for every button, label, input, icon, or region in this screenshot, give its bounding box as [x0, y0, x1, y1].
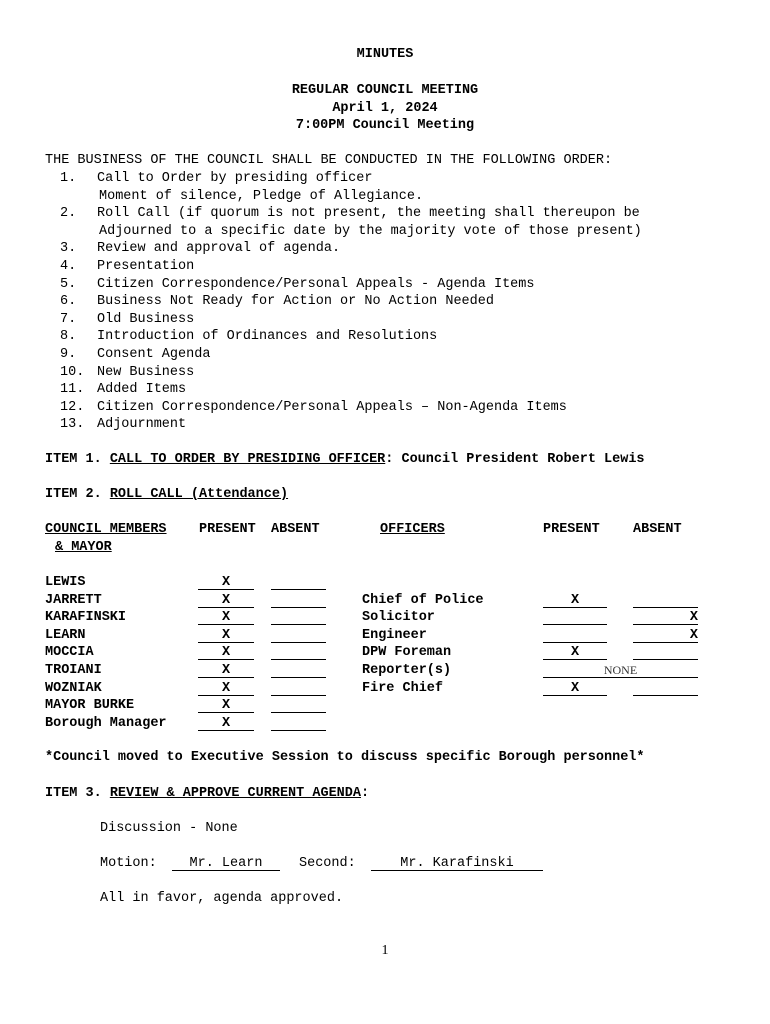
meeting-time: 7:00PM Council Meeting: [295, 118, 475, 133]
member-name: Borough Manager: [45, 715, 167, 731]
page-number: 1: [381, 943, 389, 958]
order-item-number: 8.: [60, 329, 77, 345]
member-absent-field: [271, 715, 326, 731]
member-absent-field: [271, 662, 326, 678]
member-absent-field: [271, 697, 326, 713]
item3-heading: REVIEW & APPROVE CURRENT AGENDA: [109, 786, 361, 801]
member-absent-field: [271, 592, 326, 608]
officers-present-label: PRESENT: [543, 522, 600, 537]
member-absent-field: [271, 574, 326, 590]
item2-line: [45, 486, 288, 503]
meeting-type: REGULAR COUNCIL MEETING: [291, 83, 479, 98]
order-item-text: Citizen Correspondence/Personal Appeals - Agenda Items: [97, 276, 535, 292]
members-absent-label: ABSENT: [271, 522, 320, 537]
officer-name: Engineer: [362, 627, 427, 643]
order-item-number: 4.: [60, 259, 77, 274]
motion-value: [172, 855, 280, 871]
officers-header: OFFICERS: [380, 522, 445, 537]
order-item-text: Consent Agenda: [97, 347, 211, 362]
order-item-number: 1.: [60, 171, 77, 186]
order-item-number: 12.: [60, 399, 85, 415]
member-present-field: X: [198, 609, 254, 625]
member-name: LEARN: [45, 627, 86, 643]
member-present-field: X: [198, 627, 254, 643]
officer-absent-field: [633, 644, 698, 660]
order-item-number: 11.: [60, 382, 85, 398]
order-item-number: 10.: [60, 364, 85, 380]
order-item-number: 2.: [60, 206, 77, 222]
members-header: COUNCIL MEMBERS: [45, 522, 167, 537]
members-present-label: PRESENT: [199, 522, 256, 537]
member-name: TROIANI: [45, 663, 102, 678]
officer-name: DPW Foreman: [362, 645, 452, 661]
item3-colon: :: [360, 786, 370, 801]
order-item-continuation: Moment of silence, Pledge of Allegiance.: [99, 188, 424, 204]
officer-absent-field: X: [633, 627, 698, 643]
officer-name: Fire Chief: [362, 680, 444, 696]
order-item-number: 13.: [60, 417, 85, 433]
order-item-number: 3.: [60, 241, 77, 257]
item3-prefix: ITEM 3.: [45, 786, 102, 801]
order-item-text: Old Business: [97, 311, 195, 327]
officer-name: Chief of Police: [362, 592, 484, 608]
officer-present-field: [543, 627, 607, 643]
motion-value-text: Mr. Learn: [189, 856, 263, 871]
member-name: WOZNIAK: [45, 680, 102, 696]
member-name: KARAFINSKI: [45, 610, 127, 626]
member-name: MOCCIA: [45, 645, 94, 661]
officer-present-field: X: [543, 592, 607, 608]
member-present-field: X: [198, 697, 254, 713]
item1-rest: : Council President Robert Lewis: [385, 452, 645, 467]
order-item-text: Introduction of Ordinances and Resolutions: [97, 329, 438, 345]
order-item-text: Citizen Correspondence/Personal Appeals – Non-Agenda Items: [97, 399, 567, 415]
order-item-number: 7.: [60, 311, 77, 327]
order-item-text: New Business: [97, 364, 195, 380]
officer-present-field: X: [543, 680, 607, 696]
second-value: [371, 855, 543, 871]
officer-name: Reporter(s): [362, 663, 452, 678]
document-title: MINUTES: [356, 47, 414, 62]
member-absent-field: [271, 627, 326, 643]
order-item-number: 6.: [60, 294, 77, 310]
item2-heading: ROLL CALL (Attendance): [109, 487, 289, 502]
member-name: MAYOR BURKE: [45, 698, 135, 714]
officer-absent-field: [633, 680, 698, 696]
officer-name: Solicitor: [362, 610, 435, 626]
order-item-number: 9.: [60, 347, 77, 362]
item2-prefix: ITEM 2.: [45, 487, 102, 502]
member-absent-field: [271, 680, 326, 696]
order-item-continuation: Adjourned to a specific date by the majority vote of those present): [99, 223, 642, 239]
members-header-mayor: & MAYOR: [55, 540, 112, 555]
order-item-text: Added Items: [97, 382, 187, 398]
item1-line: [45, 451, 645, 468]
officer-present-field: [543, 609, 607, 625]
meeting-date: April 1, 2024: [332, 101, 438, 116]
officer-absent-field: [633, 592, 698, 608]
item3-result: All in favor, agenda approved.: [100, 891, 344, 906]
second-value-text: Mr. Karafinski: [400, 856, 514, 871]
officer-present-field: NONE: [543, 662, 698, 678]
order-item-text: Roll Call (if quorum is not present, the meeting shall thereupon be: [97, 206, 640, 222]
officer-present-field: X: [543, 644, 607, 660]
item3-discussion: Discussion - None: [100, 821, 238, 836]
member-name: JARRETT: [45, 592, 102, 608]
second-label: Second:: [299, 856, 356, 871]
member-absent-field: [271, 609, 326, 625]
order-intro: THE BUSINESS OF THE COUNCIL SHALL BE CONDUCTED IN THE FOLLOWING ORDER:: [45, 153, 613, 168]
member-present-field: X: [198, 715, 254, 731]
member-name: LEWIS: [45, 575, 86, 590]
order-item-number: 5.: [60, 276, 77, 292]
member-absent-field: [271, 644, 326, 660]
motion-label: Motion:: [100, 856, 157, 871]
member-present-field: X: [198, 592, 254, 608]
member-present-field: X: [198, 574, 254, 590]
member-present-field: X: [198, 644, 254, 660]
executive-session-note: *Council moved to Executive Session to discuss specific Borough personnel*: [45, 750, 645, 765]
order-item-text: Call to Order by presiding officer: [97, 171, 373, 186]
item3-line: [45, 785, 369, 802]
member-present-field: X: [198, 680, 254, 696]
order-item-text: Adjournment: [97, 417, 187, 433]
order-item-text: Presentation: [97, 259, 195, 274]
order-item-text: Review and approval of agenda.: [97, 241, 341, 257]
item1-heading: CALL TO ORDER BY PRESIDING OFFICER: [109, 452, 386, 467]
officers-absent-label: ABSENT: [633, 522, 682, 537]
order-item-text: Business Not Ready for Action or No Action Needed: [97, 294, 494, 310]
member-present-field: X: [198, 662, 254, 678]
item1-prefix: ITEM 1.: [45, 452, 102, 467]
officer-absent-field: X: [633, 609, 698, 625]
